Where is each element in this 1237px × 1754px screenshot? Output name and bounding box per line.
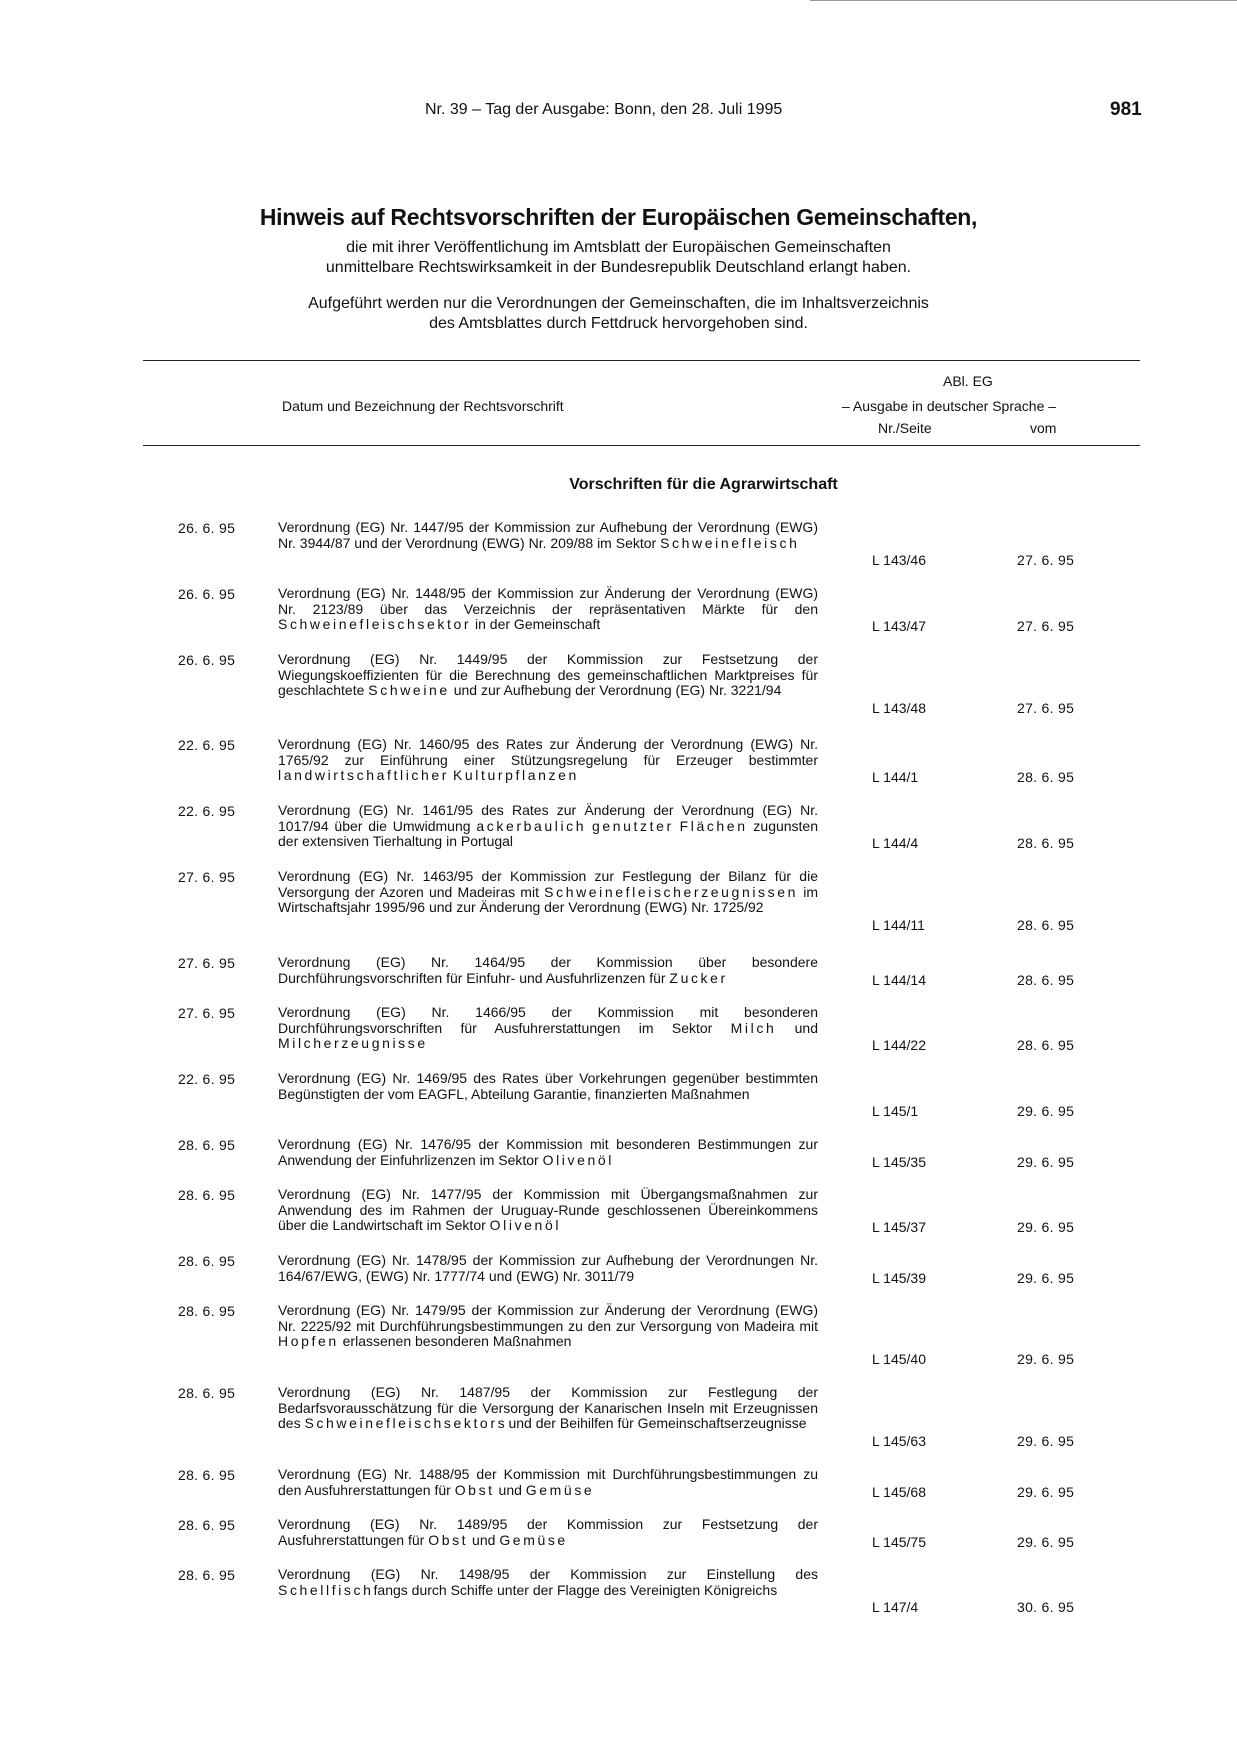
entry-date: 26. 6. 95 [178, 586, 236, 602]
entry-nr-seite: L 143/47 [872, 618, 926, 634]
entry-date: 22. 6. 95 [178, 737, 236, 753]
entry-date: 27. 6. 95 [178, 1005, 236, 1021]
entry-description: Verordnung (EG) Nr. 1448/95 der Kommission zur Änderung der Verordnung (EWG) Nr. 2123/89 über das Verzeichnis der repräsentativen Märkte für den Schweinefleischsektor in der Gemeinschaft [278, 585, 818, 632]
entry-nr-seite: L 144/22 [872, 1037, 926, 1053]
entry-nr-seite: L 145/39 [872, 1269, 926, 1286]
entry-vom: 30. 6. 95 [1017, 1599, 1075, 1615]
entry-description: Verordnung (EG) Nr. 1461/95 des Rates zur Änderung der Verordnung (EG) Nr. 1017/94 über die Umwidmung ackerbaulich genutzter Flächen zugunsten der extensiven Tierhaltung in Portugal [278, 802, 819, 849]
entry-description: Verordnung (EG) Nr. 1476/95 der Kommission mit besonderen Bestimmungen zur Anwendung der Einfuhrlizenzen im Sektor Olivenöl [278, 1136, 818, 1168]
col-header-vom: vom [1030, 420, 1057, 436]
entry-date: 26. 6. 95 [178, 652, 236, 668]
entry-description: Verordnung (EG) Nr. 1478/95 der Kommission zur Aufhebung der Verordnungen Nr. 164/67/EWG, (EWG) Nr. 1777/74 und (EWG) Nr. 3011/79 [278, 1252, 818, 1284]
entry-nr-seite: L 144/14 [872, 971, 926, 988]
entry-vom: 28. 6. 95 [1017, 835, 1075, 851]
entry-nr-seite: L 145/35 [872, 1153, 926, 1170]
entry-description: Verordnung (EG) Nr. 1488/95 der Kommission mit Durchführungsbestimmungen zu den Ausfuhrerstattungen für Obst und Gemüse [278, 1466, 818, 1498]
entry-vom: 29. 6. 95 [1017, 1350, 1075, 1367]
entry-nr-seite: L 145/63 [872, 1432, 926, 1449]
note [0, 294, 1237, 334]
entry-vom: 28. 6. 95 [1017, 971, 1075, 988]
entry-vom: 27. 6. 95 [1017, 552, 1075, 568]
entry-vom: 29. 6. 95 [1017, 1103, 1075, 1119]
entry-description: Verordnung (EG) Nr. 1449/95 der Kommission zur Festsetzung der Wiegungskoeffizienten für die Berechnung des gemeinschaftlichen Marktpreises für geschlachtete Schweine und zur Aufhebung der Verordnung (EG) Nr. 3221/94 [278, 651, 818, 698]
running-head [0, 101, 1237, 125]
issue-line: Nr. 39 – Tag der Ausgabe: Bonn, den 28. Juli 1995 [425, 101, 783, 118]
entry-date: 28. 6. 95 [178, 1517, 236, 1533]
entry-description: Verordnung (EG) Nr. 1460/95 des Rates zur Änderung der Verordnung (EWG) Nr. 1765/92 zur Einführung einer Stützungsregelung für Erzeuger bestimmter landwirtschaftlicher Kulturpflanzen [278, 736, 818, 783]
page-number: 981 [1110, 99, 1142, 120]
entry-nr-seite: L 145/37 [872, 1219, 926, 1235]
entry-date: 28. 6. 95 [178, 1467, 236, 1483]
entry-description: Verordnung (EG) Nr. 1479/95 der Kommission zur Änderung der Verordnung (EWG) Nr. 2225/92 mit Durchführungsbestimmungen zu den zur Versorgung von Madeira mit Hopfen erlassenen besonderen Maßnahmen [278, 1302, 818, 1349]
entry-description: Verordnung (EG) Nr. 1489/95 der Kommission zur Festsetzung der Ausfuhrerstattungen für Obst und Gemüse [278, 1516, 818, 1548]
entry-vom: 27. 6. 95 [1017, 699, 1075, 716]
entry-description: Verordnung (EG) Nr. 1447/95 der Kommission zur Aufhebung der Verordnung (EWG) Nr. 3944/87 und der Verordnung (EWG) Nr. 209/88 im Sektor Schweinefleisch [278, 519, 818, 551]
entry-description: Verordnung (EG) Nr. 1463/95 der Kommission zur Festlegung der Bilanz für die Versorgung der Azoren und Madeiras mit Schweinefleischerzeugnissen im Wirtschaftsjahr 1995/96 und zur Änderung der Verordnung (EWG) Nr. 1725/92 [278, 868, 818, 915]
entry-date: 22. 6. 95 [178, 1071, 236, 1087]
subtitle-line: die mit ihrer Veröffentlichung im Amtsblatt der Europäischen Gemeinschaften [346, 239, 891, 256]
col-header-nr-seite: Nr./Seite [878, 420, 932, 436]
entry-date: 28. 6. 95 [178, 1303, 236, 1319]
entry-vom: 28. 6. 95 [1017, 769, 1075, 785]
entry-vom: 29. 6. 95 [1017, 1483, 1075, 1500]
note-line: Aufgeführt werden nur die Verordnungen der Gemeinschaften, die im Inhaltsverzeichnis [308, 295, 929, 312]
entry-nr-seite: L 145/75 [872, 1533, 926, 1550]
entry-nr-seite: L 143/48 [872, 699, 926, 716]
col-header-description: Datum und Bezeichnung der Rechtsvorschrift [282, 398, 564, 414]
section-title: Vorschriften für die Agrarwirtschaft [569, 476, 838, 493]
entry-date: 28. 6. 95 [178, 1187, 236, 1203]
entry-nr-seite: L 143/46 [872, 552, 926, 568]
subtitle [0, 238, 1237, 278]
entry-vom: 27. 6. 95 [1017, 618, 1075, 634]
entry-date: 27. 6. 95 [178, 869, 236, 885]
entry-date: 28. 6. 95 [178, 1385, 236, 1401]
entry-description: Verordnung (EG) Nr. 1487/95 der Kommission zur Festlegung der Bedarfsvorausschätzung für die Versorgung der Kanarischen Inseln mit Erzeugnissen des Schweinefleischsektors und der Beihilfen für Gemeinschaftserzeugnisse [278, 1384, 818, 1431]
note-line: des Amtsblattes durch Fettdruck hervorgehoben sind. [429, 315, 808, 332]
entry-nr-seite: L 144/1 [872, 769, 919, 785]
entry-vom: 28. 6. 95 [1017, 1037, 1075, 1053]
entry-nr-seite: L 145/68 [872, 1483, 926, 1500]
col-header-abl: ABl. EG [943, 373, 993, 389]
entry-nr-seite: L 145/40 [872, 1350, 926, 1367]
entry-nr-seite: L 144/11 [872, 916, 925, 933]
entry-date: 22. 6. 95 [178, 803, 236, 819]
entry-description: Verordnung (EG) Nr. 1464/95 der Kommission über besondere Durchführungsvorschriften für Einfuhr- und Ausfuhrlizenzen für Zucker [278, 954, 818, 986]
table-header-rule [143, 445, 1140, 446]
entry-nr-seite: L 147/4 [872, 1599, 919, 1615]
subtitle-line: unmittelbare Rechtswirksamkeit in der Bundesrepublik Deutschland erlangt haben. [325, 259, 912, 276]
entry-vom: 28. 6. 95 [1017, 916, 1075, 933]
top-rule [810, 0, 1237, 1]
entry-vom: 29. 6. 95 [1017, 1153, 1075, 1170]
entry-date: 26. 6. 95 [178, 520, 236, 536]
entry-vom: 29. 6. 95 [1017, 1219, 1075, 1235]
entry-nr-seite: L 145/1 [872, 1103, 919, 1119]
entry-description: Verordnung (EG) Nr. 1469/95 des Rates über Vorkehrungen gegenüber bestimmten Begünstigten der vom EAGFL, Abteilung Garantie, finanzierten Maßnahmen [278, 1070, 818, 1102]
entry-vom: 29. 6. 95 [1017, 1269, 1075, 1286]
entry-vom: 29. 6. 95 [1017, 1432, 1075, 1449]
col-header-ausgabe: – Ausgabe in deutscher Sprache – [842, 398, 1057, 414]
entry-description: Verordnung (EG) Nr. 1498/95 der Kommission zur Einstellung des Schellfischfangs durch Schiffe unter der Flagge des Vereinigten Königreichs [278, 1566, 818, 1598]
entry-nr-seite: L 144/4 [872, 835, 919, 851]
entry-date: 28. 6. 95 [178, 1137, 236, 1153]
entry-date: 28. 6. 95 [178, 1253, 236, 1269]
table-top-rule [143, 360, 1140, 361]
entry-vom: 29. 6. 95 [1017, 1533, 1075, 1550]
entry-description: Verordnung (EG) Nr. 1477/95 der Kommission mit Übergangsmaßnahmen zur Anwendung des im Rahmen der Uruguay-Runde geschlossenen Übereinkommens über die Landwirtschaft im Sektor Olivenöl [278, 1186, 818, 1233]
entry-date: 28. 6. 95 [178, 1567, 236, 1583]
entry-description: Verordnung (EG) Nr. 1466/95 der Kommission mit besonderen Durchführungsvorschriften für Ausfuhrerstattungen im Sektor Milch und Milcherzeugnisse [278, 1004, 819, 1051]
page-title: Hinweis auf Rechtsvorschriften der Europäischen Gemeinschaften, [259, 204, 978, 230]
entry-date: 27. 6. 95 [178, 955, 236, 971]
